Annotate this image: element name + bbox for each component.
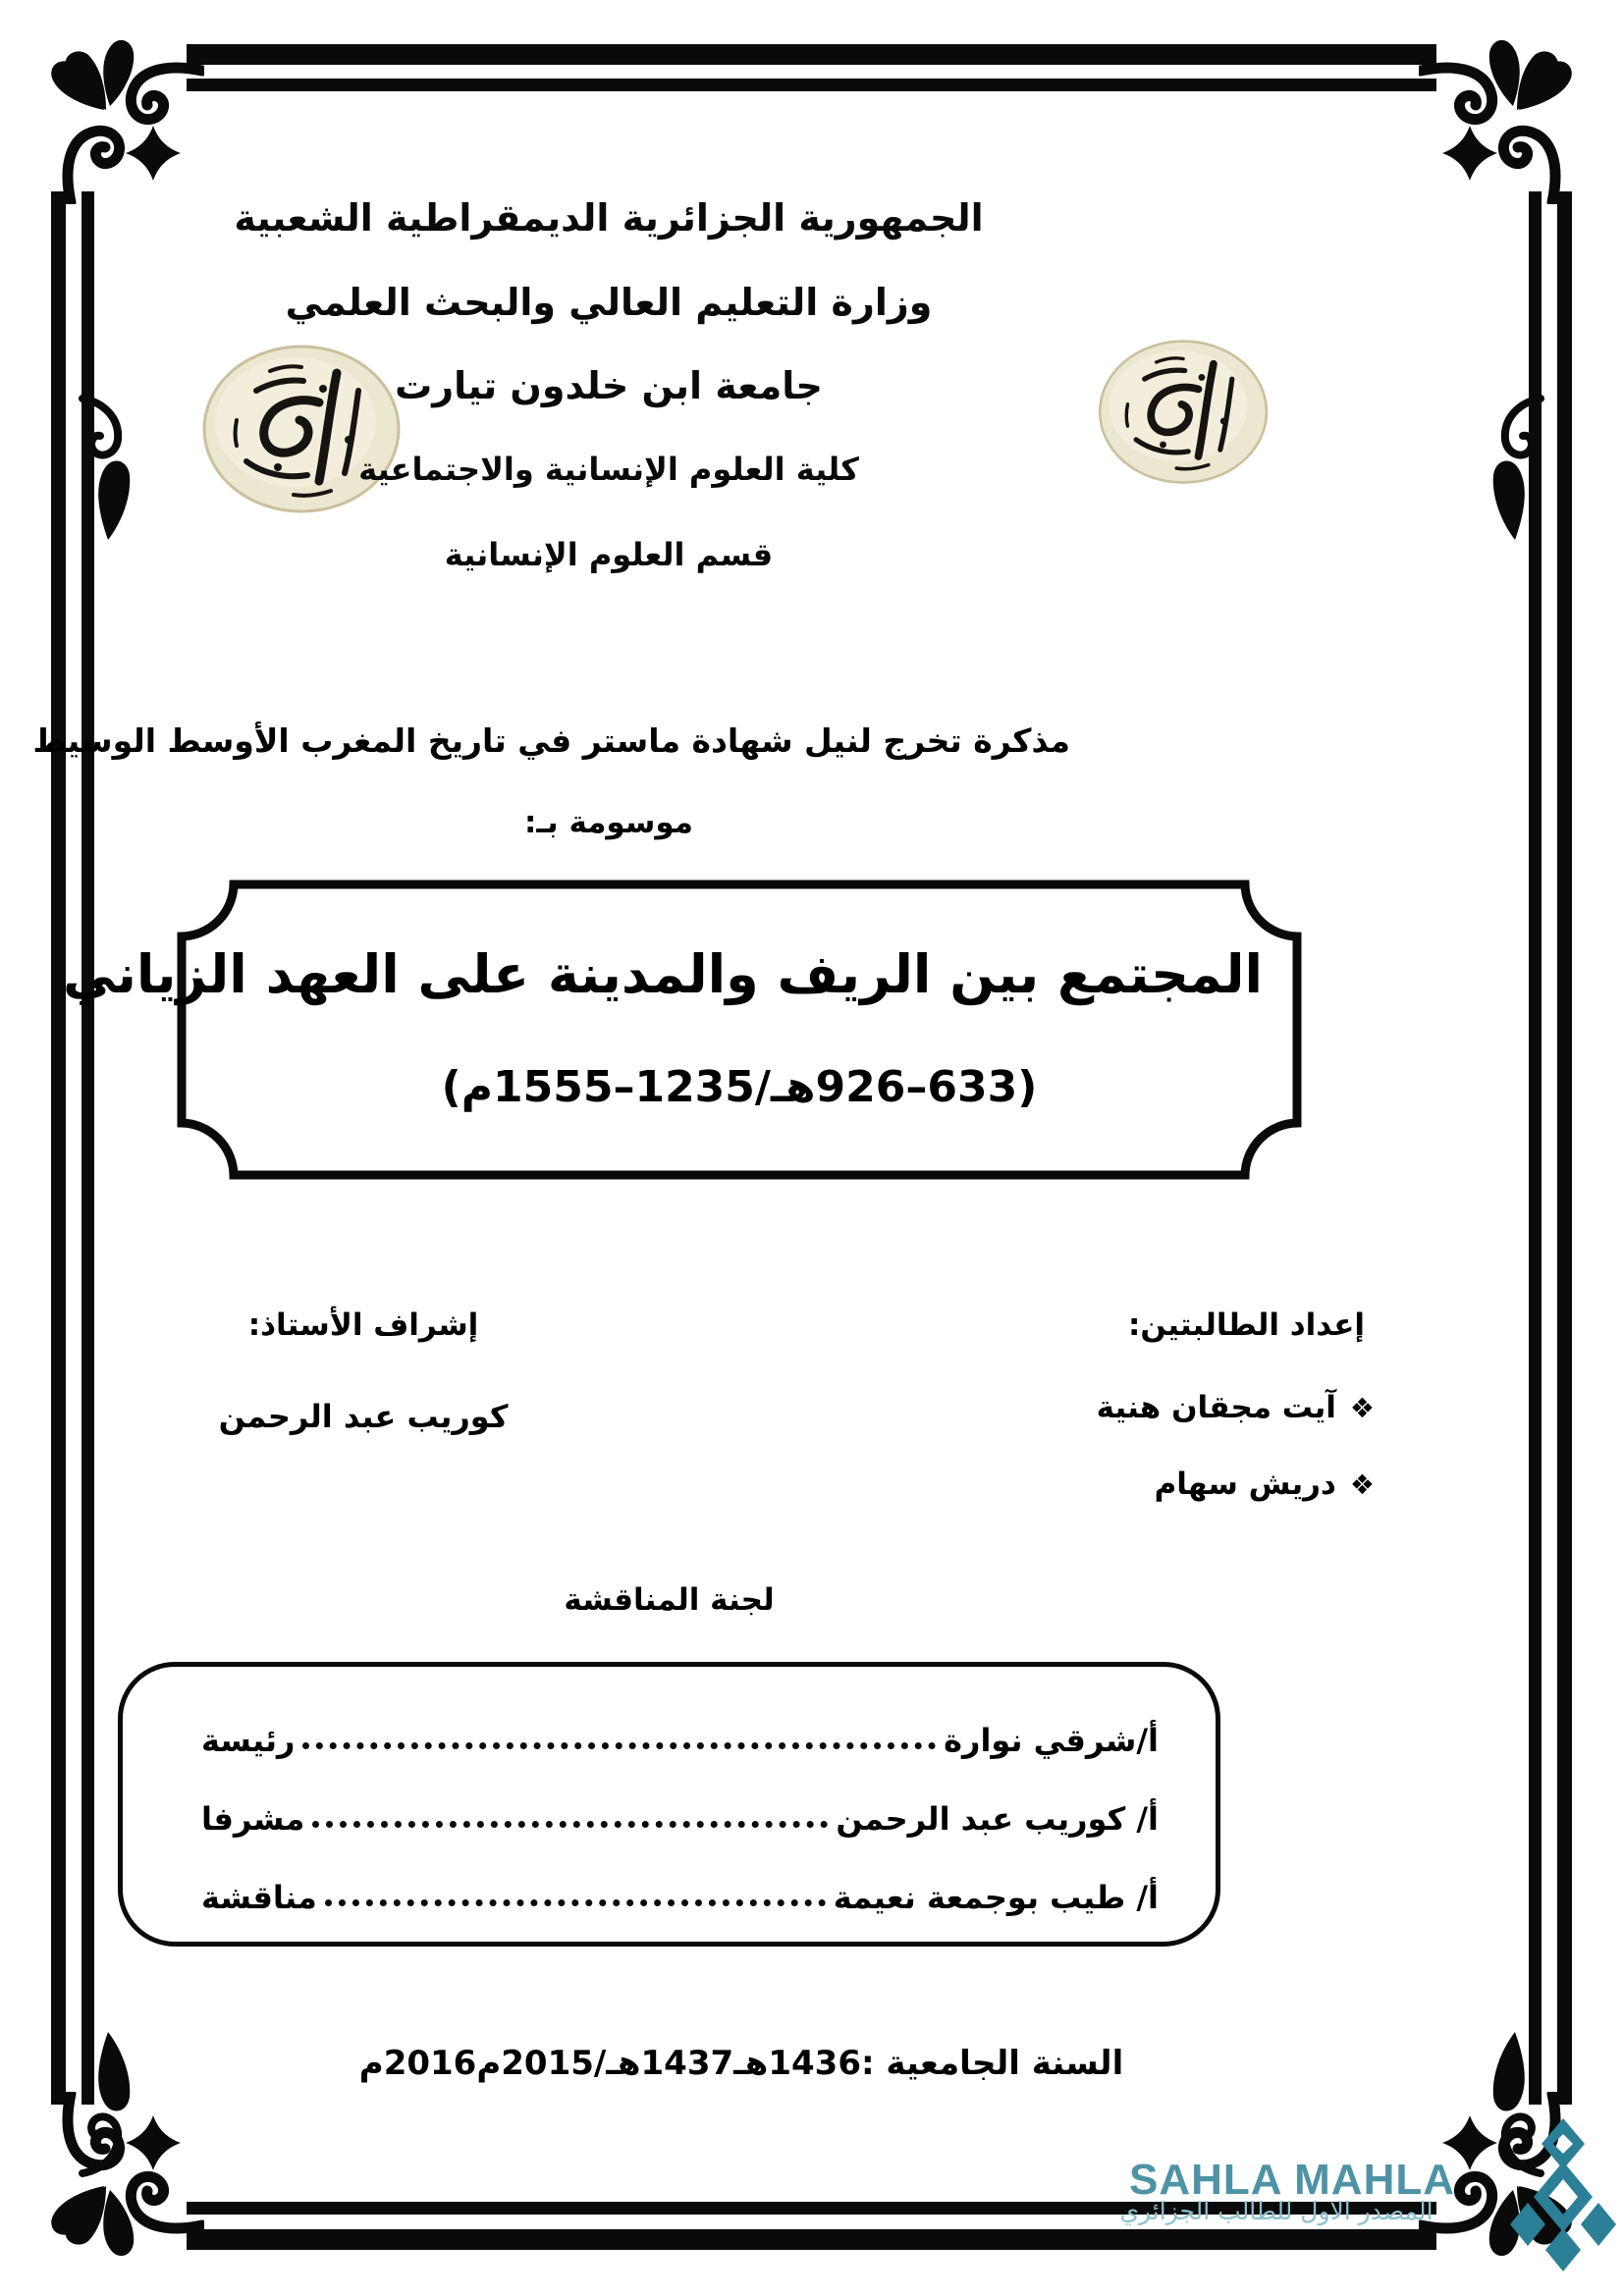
committee-row — [201, 1859, 1159, 1916]
edge-scroll-ornament-icon — [71, 2022, 149, 2179]
committee-member-role: مشرفا — [201, 1800, 305, 1838]
supervisor-block — [147, 1308, 579, 1435]
title-box-border — [62, 880, 1302, 1180]
frame-left-outer-line — [51, 191, 66, 2105]
student-name — [923, 1390, 1375, 1425]
titled-as-label: موسومة بـ: — [524, 805, 693, 840]
title-box — [62, 880, 1302, 1180]
committee-member-role: مناقشة — [201, 1879, 317, 1916]
committee-member-name: أ/شرقي نوارة — [944, 1722, 1159, 1759]
diamond-bullet-icon: ❖ — [1349, 1468, 1375, 1501]
frame-bottom-outer-bar — [187, 2229, 1436, 2250]
header-block — [177, 192, 1041, 577]
dotted-leader — [325, 1899, 826, 1906]
sahla-mahla-logo-icon — [1508, 2118, 1618, 2271]
thesis-degree-line: مذكرة تخرج لنيل شهادة ماستر في تاريخ المغرب الأوسط الوسيط — [32, 721, 1070, 760]
committee-member-name: أ/ طيب بوجمعة نعيمة — [833, 1879, 1159, 1916]
committee-heading: لجنة المناقشة — [564, 1582, 775, 1618]
edge-scroll-ornament-icon — [71, 393, 149, 550]
university-seal — [1083, 339, 1284, 486]
frame-top-inner-bar — [187, 79, 1436, 91]
frame-top-outer-bar — [187, 44, 1436, 65]
student-name-text: آيت مجقان هنية — [1096, 1390, 1336, 1425]
republic-line: الجمهورية الجزائرية الديمقراطية الشعبية — [234, 196, 984, 240]
dotted-leader — [312, 1821, 828, 1828]
committee-row — [201, 1781, 1159, 1838]
frame-right-outer-line — [1557, 191, 1572, 2105]
department-line: قسم العلوم الإنسانية — [444, 536, 774, 573]
committee-member-name: أ/ كوريب عبد الرحمن — [836, 1800, 1159, 1838]
student-name-text: دريش سهام — [1154, 1467, 1336, 1502]
students-block — [923, 1308, 1375, 1543]
edge-scroll-ornament-icon — [1474, 393, 1552, 550]
supervisor-name: كوريب عبد الرحمن — [218, 1398, 509, 1435]
university-line: جامعة ابن خلدون تيارت — [395, 364, 823, 407]
thesis-title: المجتمع بين الريف والمدينة على العهد الزياني — [62, 943, 1263, 1005]
diamond-bullet-icon: ❖ — [1349, 1392, 1375, 1424]
ministry-line: وزارة التعليم العالي والبحث العلمي — [285, 281, 933, 324]
committee-row — [201, 1702, 1159, 1759]
committee-box — [118, 1662, 1220, 1947]
watermark-brand: SAHLA MAHLA — [1129, 2156, 1455, 2204]
dotted-leader — [302, 1742, 936, 1749]
students-heading: إعداد الطالبتين: — [1127, 1308, 1365, 1343]
committee-member-role: رئيسة — [201, 1722, 296, 1759]
thesis-period-dates: (633–926هـ/1235–1555م) — [441, 1062, 1038, 1112]
academic-year-line: السنة الجامعية :1436هـ1437هـ/2015م2016م — [358, 2044, 1124, 2083]
corner-ornament-icon — [27, 27, 204, 204]
student-name — [923, 1467, 1375, 1502]
watermark-tagline: المصدر الاول للطالب الجزائري — [1119, 2197, 1434, 2225]
faculty-line: كلية العلوم الإنسانية والاجتماعية — [358, 451, 859, 488]
corner-ornament-icon — [1419, 27, 1596, 204]
supervisor-heading: إشراف الأستاذ: — [247, 1308, 479, 1343]
